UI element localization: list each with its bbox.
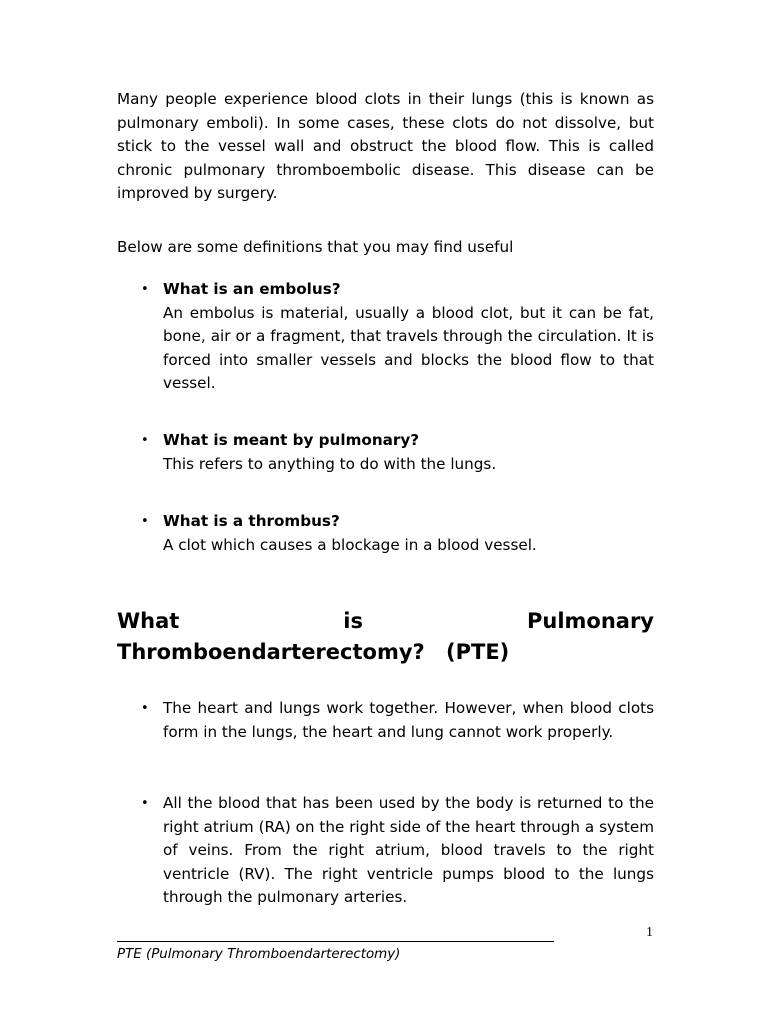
bullet-icon: • xyxy=(141,701,149,716)
pte-bullet-item xyxy=(117,792,654,910)
pte-bullet-text: All the blood that has been used by the body is returned to the right atrium (RA) on the right side of the heart through a system of veins. From the right atrium, blood travels to the right ventricle (RV). The right ventricle pumps blood to the lungs through the pulmonary arteries. xyxy=(163,794,654,907)
pte-bullet-list xyxy=(117,697,654,744)
bullet-icon: • xyxy=(141,796,149,811)
footer-title: PTE (Pulmonary Thromboendarterectomy) xyxy=(117,947,401,962)
bullet-icon: • xyxy=(141,433,149,448)
definition-text: This refers to anything to do with the lungs. xyxy=(163,454,497,473)
definition-term: What is a thrombus? xyxy=(163,512,340,530)
pte-bullet-item xyxy=(117,697,654,744)
pte-bullet-text: The heart and lungs work together. However, when blood clots form in the lungs, the heart and lung cannot work properly. xyxy=(163,699,654,741)
definition-list xyxy=(117,278,654,396)
definition-text: An embolus is material, usually a blood clot, but it can be fat, bone, air or a fragment, that travels through the circulation. It is forced into smaller vessels and blocks the blood flow to that vessel. xyxy=(163,303,654,393)
intro-paragraph: Many people experience blood clots in their lungs (this is known as pulmonary emboli). In some cases, these clots do not dissolve, but stick to the vessel wall and obstruct the blood flow. This is called chronic pulmonary thromboembolic disease. This disease can be improved by surgery. xyxy=(117,90,654,203)
footer-divider xyxy=(117,941,554,942)
definition-item-thrombus xyxy=(117,510,654,557)
bullet-icon: • xyxy=(141,282,149,297)
definition-item-embolus xyxy=(117,278,654,396)
definition-text: A clot which causes a blockage in a blood vessel. xyxy=(163,535,537,554)
definition-item-pulmonary xyxy=(117,429,654,476)
definition-list xyxy=(117,429,654,476)
definition-list xyxy=(117,510,654,557)
page-number: 1 xyxy=(646,925,653,940)
section-heading: What is Pulmonary Thromboendarterectomy? (PTE) xyxy=(117,609,654,664)
bullet-icon: • xyxy=(141,514,149,529)
definitions-lead-in: Below are some definitions that you may find useful xyxy=(117,238,514,256)
definition-term: What is an embolus? xyxy=(163,280,341,298)
definition-term: What is meant by pulmonary? xyxy=(163,431,420,449)
pte-bullet-list xyxy=(117,792,654,910)
